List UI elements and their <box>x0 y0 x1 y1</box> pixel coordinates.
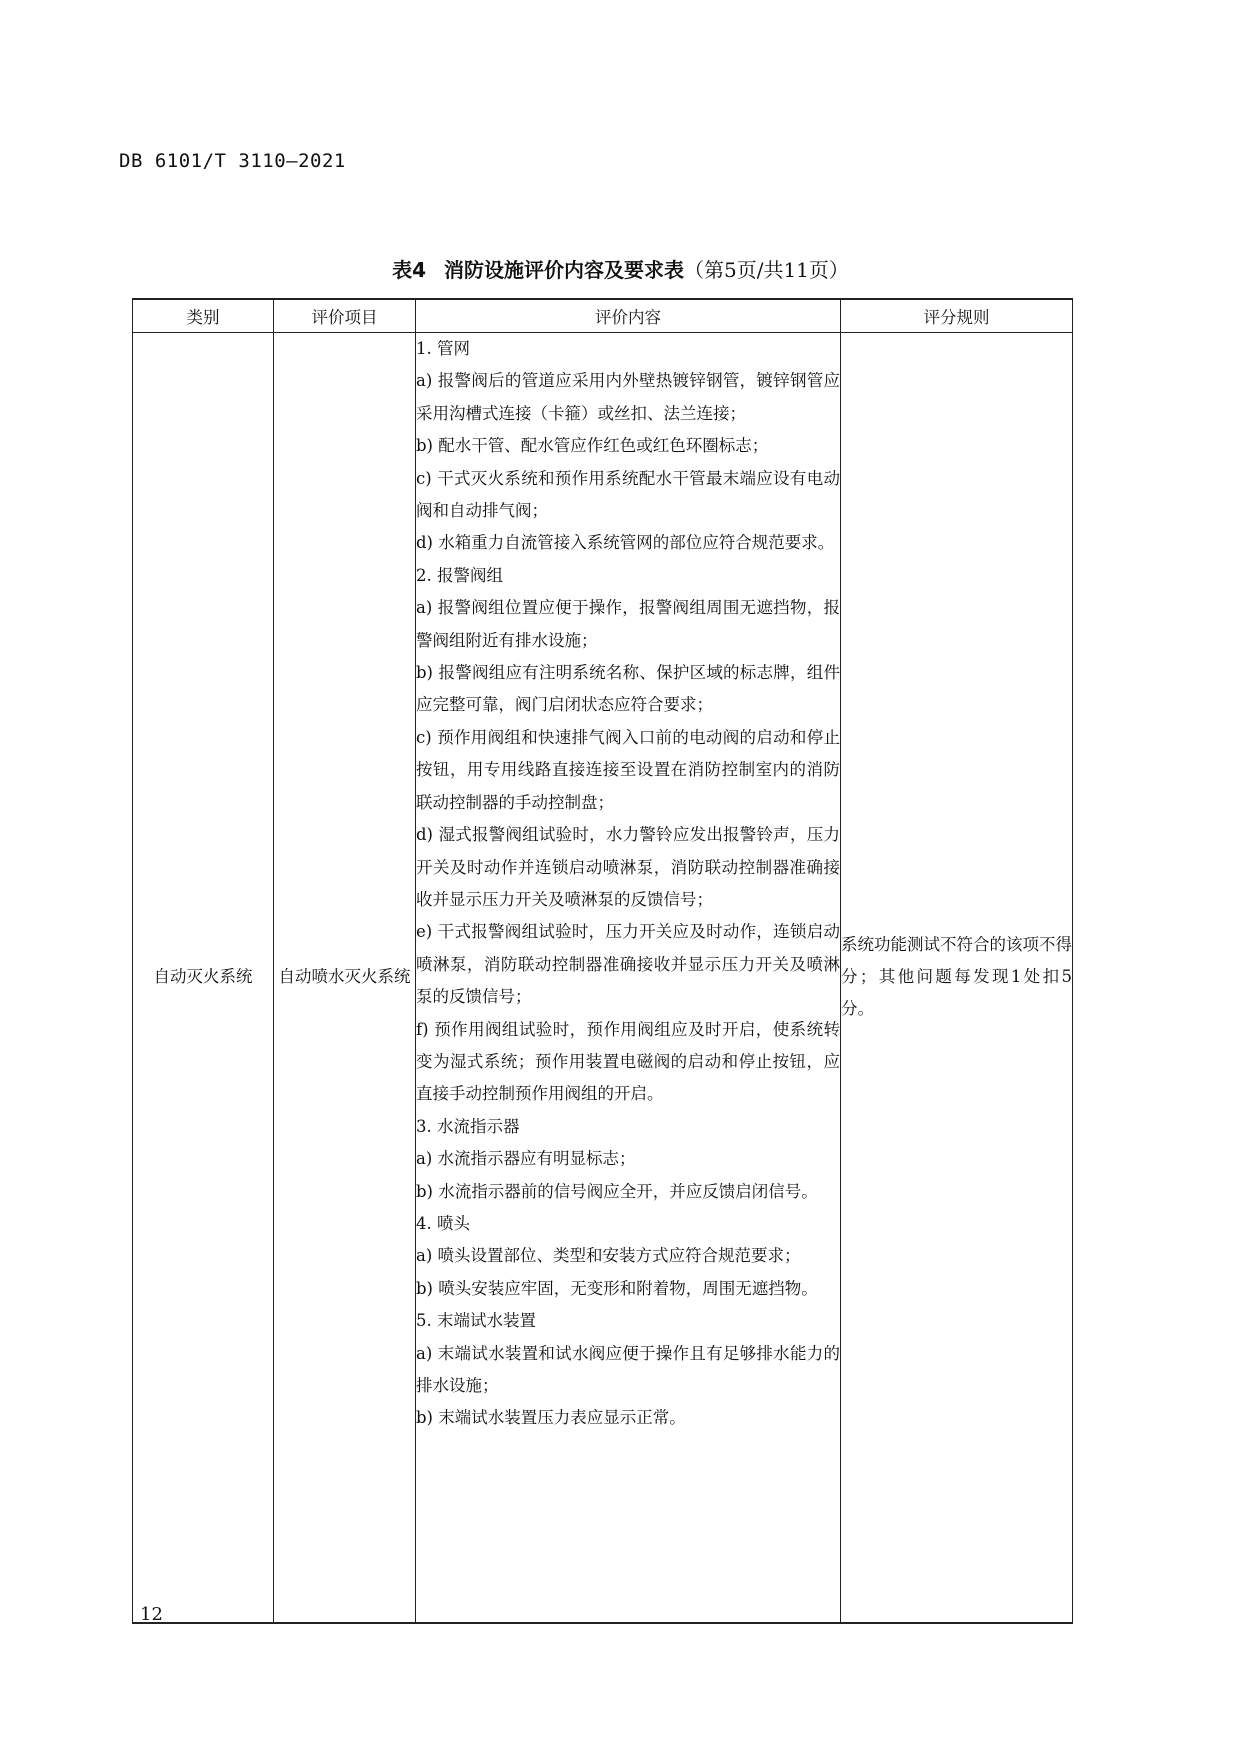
content-line: d) 湿式报警阀组试验时，水力警铃应发出报警铃声，压力开关及时动作并连锁启动喷淋泵，消防联动控制器准确接收并显示压力开关及喷淋泵的反馈信号； <box>416 825 840 909</box>
content-line: b) 末端试水装置压力表应显示正常。 <box>416 1408 686 1428</box>
table-header-row <box>133 299 1073 333</box>
content-line: a) 喷头设置部位、类型和安装方式应符合规范要求； <box>416 1246 801 1266</box>
rule-cell: 系统功能测试不符合的该项不得分；其他问题每发现1处扣5分。 <box>841 333 1073 1623</box>
content-line: a) 水流指示器应有明显标志； <box>416 1149 636 1169</box>
table-label: 表4 <box>392 258 426 282</box>
content-line: c) 干式灭火系统和预作用系统配水干管最末端应设有电动阀和自动排气阀； <box>416 468 840 521</box>
table-title <box>0 254 1241 283</box>
content-line: 3. 水流指示器 <box>416 1116 520 1136</box>
content-line: a) 报警阀组位置应便于操作，报警阀组周围无遮挡物，报警阀组附近有排水设施； <box>416 598 840 650</box>
content-line: b) 报警阀组应有注明系统名称、保护区域的标志牌，组件应完整可靠，阀门启闭状态应符合要求； <box>416 663 840 715</box>
content-line: b) 喷头安装应牢固，无变形和附着物，周围无遮挡物。 <box>416 1278 818 1298</box>
header-content: 评价内容 <box>416 299 841 333</box>
content-line: 2. 报警阀组 <box>416 565 503 585</box>
document-code: DB 6101/T 3110—2021 <box>119 150 346 172</box>
table-row <box>133 333 1073 1623</box>
content-line: b) 水流指示器前的信号阀应全开，并应反馈启闭信号。 <box>416 1181 818 1201</box>
header-category: 类别 <box>133 299 274 333</box>
table-page-info: （第5页/共11页） <box>684 258 849 282</box>
table-name: 消防设施评价内容及要求表 <box>444 258 684 282</box>
content-line: f) 预作用阀组试验时，预作用阀组应及时开启，使系统转变为湿式系统；预作用装置电磁阀的启动和停止按钮，应直接手动控制预作用阀组的开启。 <box>416 1019 840 1104</box>
content-line: a) 末端试水装置和试水阀应便于操作且有足够排水能力的排水设施； <box>416 1343 840 1395</box>
content-line: 5. 末端试水装置 <box>416 1311 536 1331</box>
content-line: 4. 喷头 <box>416 1213 470 1233</box>
content-cell <box>416 333 841 1623</box>
item-cell: 自动喷水灭火系统 <box>274 333 416 1623</box>
content-line: 1. 管网 <box>416 339 470 358</box>
header-rule: 评分规则 <box>841 299 1073 333</box>
evaluation-table <box>132 298 1073 1624</box>
content-line: b) 配水干管、配水管应作红色或红色环圈标志； <box>416 436 769 456</box>
content-line: e) 干式报警阀组试验时，压力开关应及时动作，连锁启动喷淋泵，消防联动控制器准确接收并显示压力开关及喷淋泵的反馈信号； <box>416 922 840 1007</box>
category-cell: 自动灭火系统 <box>133 333 274 1623</box>
content-line: d) 水箱重力自流管接入系统管网的部位应符合规范要求。 <box>416 533 835 553</box>
page-number: 12 <box>140 1604 163 1625</box>
content-line: c) 预作用阀组和快速排气阀入口前的电动阀的启动和停止按钮，用专用线路直接连接至设置在消防控制室内的消防联动控制器的手动控制盘； <box>416 727 840 812</box>
content-line: a) 报警阀后的管道应采用内外壁热镀锌钢管，镀锌钢管应采用沟槽式连接（卡箍）或丝扣、法兰连接； <box>416 371 840 423</box>
header-item: 评价项目 <box>274 299 416 333</box>
